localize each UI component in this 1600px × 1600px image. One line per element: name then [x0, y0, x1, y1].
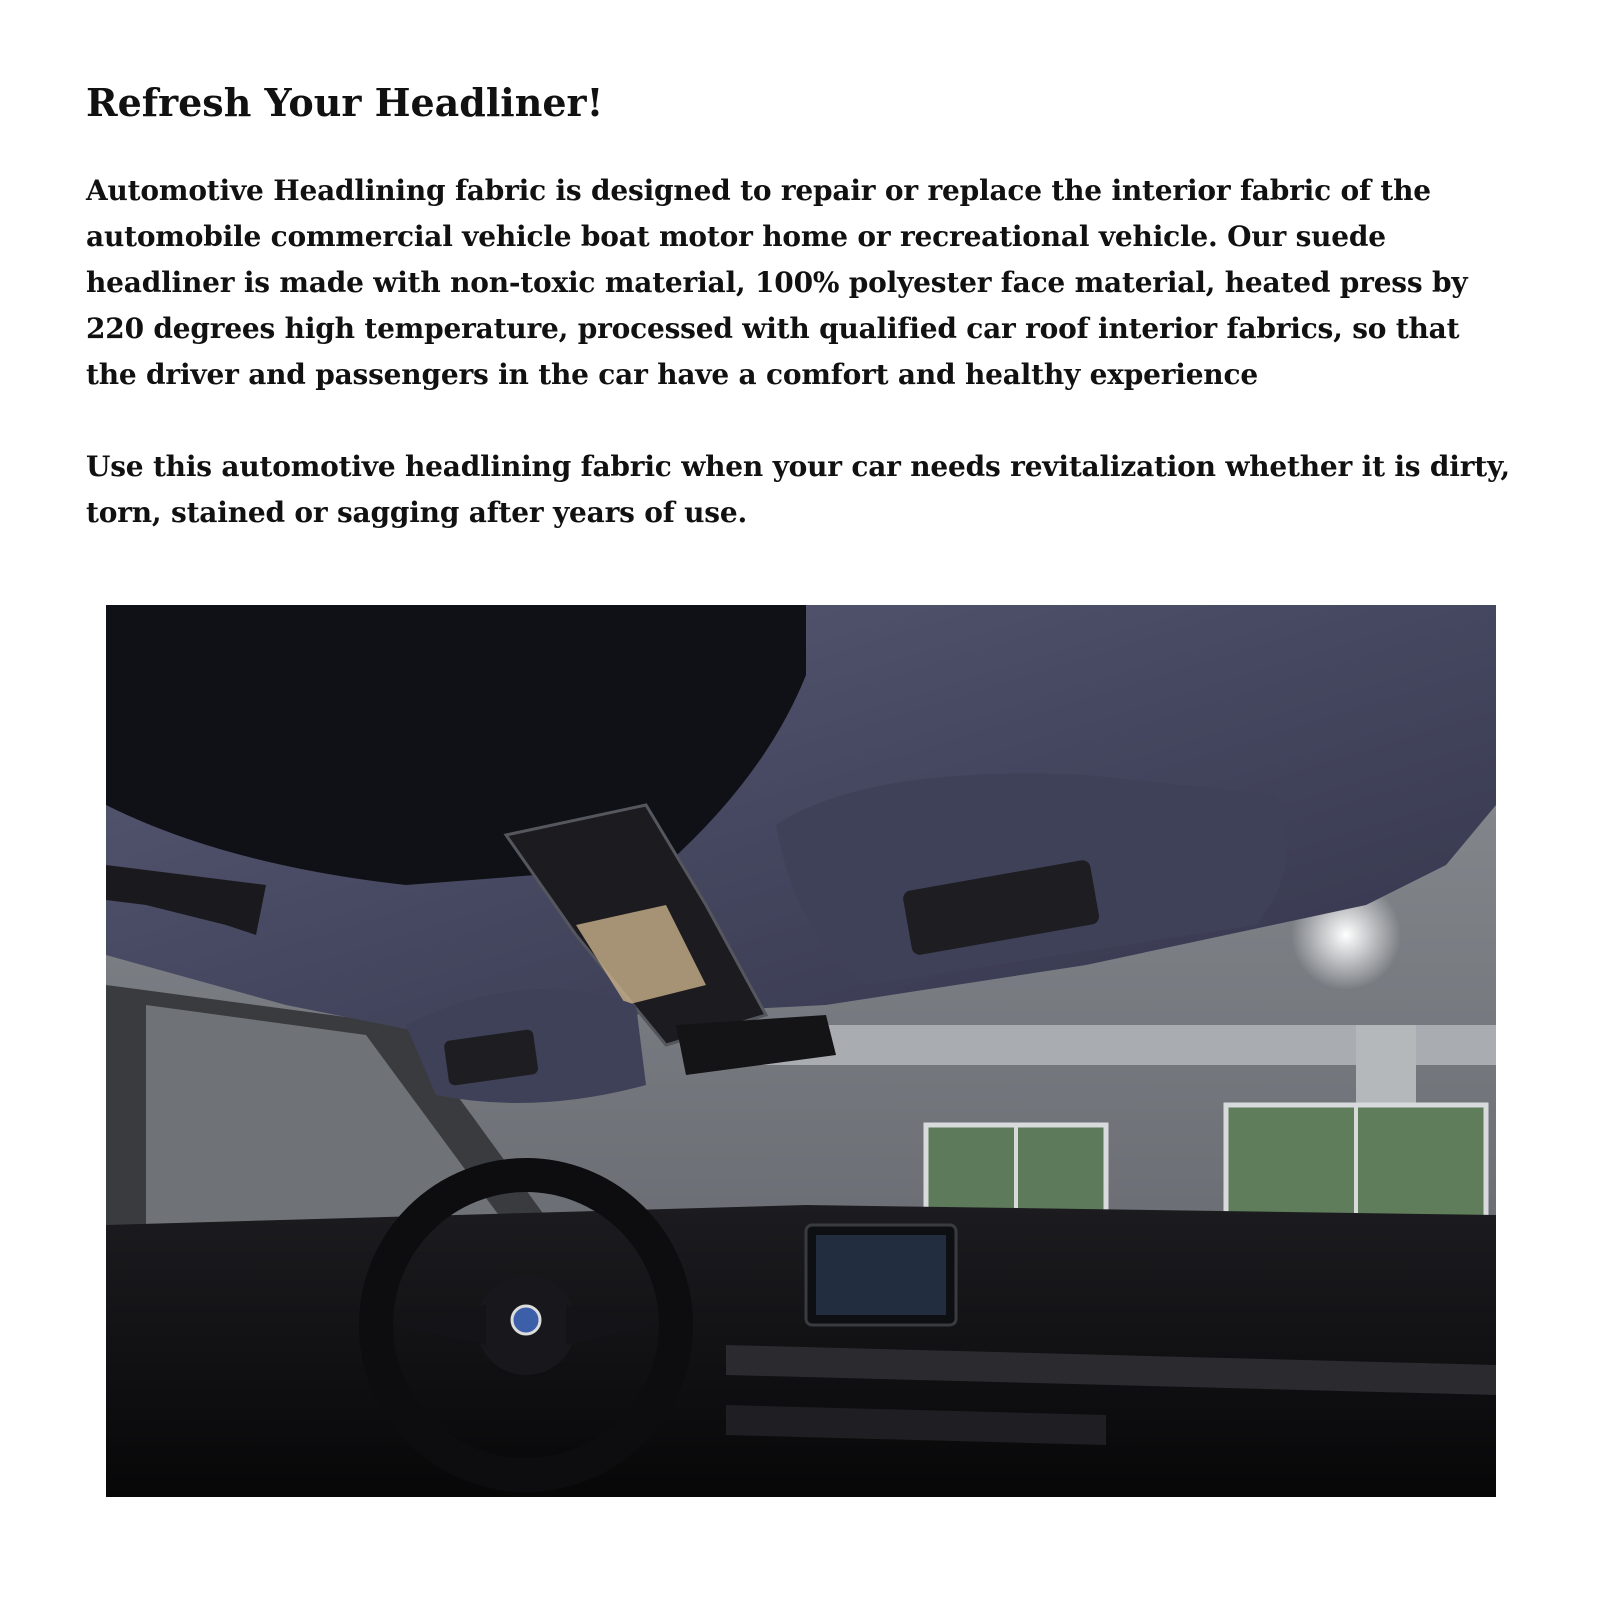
description-paragraph: Automotive Headlining fabric is designed to repair or replace the interior fabric of the automobile commercial vehicle boat motor home or recreational vehicle. Our suede headliner is made with non-toxic material, 100% polyester face material, heated press by 220 degrees high temperature, processed with qualified car roof interior fabrics, so that the driver and passengers in the car have a comfort and healthy experience — [86, 173, 1468, 391]
usage-paragraph: Use this automotive headlining fabric when your car needs revitalization whether it is dirty, torn, stained or sagging after years of use. — [86, 449, 1510, 529]
car-interior-illustration — [106, 605, 1496, 1497]
car-interior-photo — [106, 605, 1496, 1497]
product-description — [86, 80, 1516, 536]
bmw-logo — [512, 1306, 540, 1334]
page-title: Refresh Your Headliner! — [86, 80, 604, 125]
